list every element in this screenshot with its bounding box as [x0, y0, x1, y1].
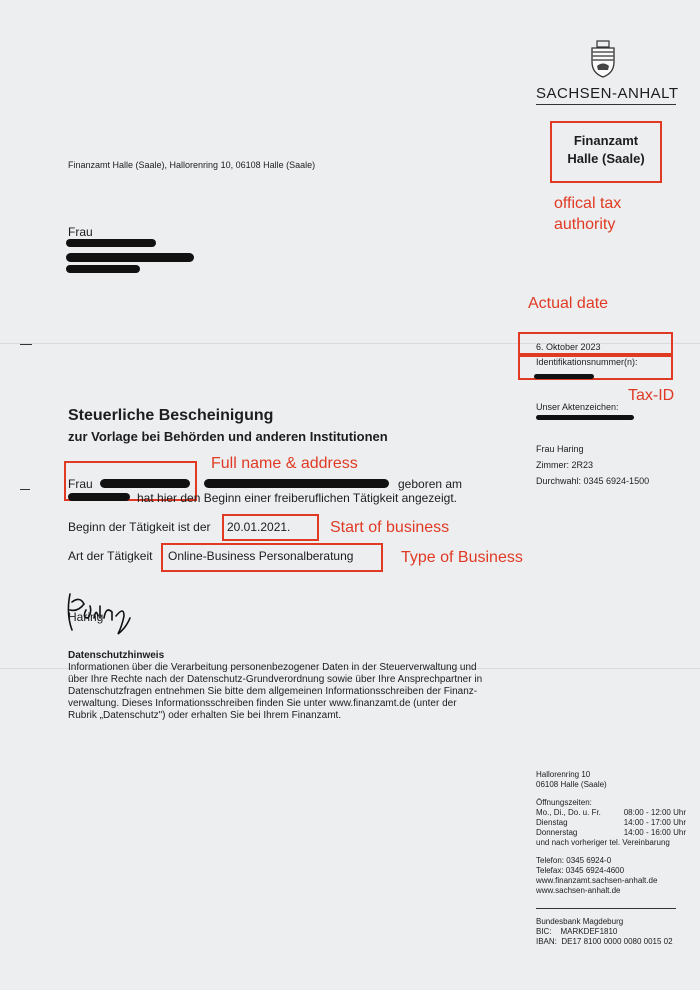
redacted-recipient-name — [66, 239, 156, 247]
redacted-birth-date — [68, 493, 130, 501]
fold-mark-1 — [20, 344, 32, 345]
type-value: Online-Business Personalberatung — [168, 549, 354, 563]
document-title: Steuerliche Bescheinigung — [68, 407, 274, 424]
footer-rule — [536, 908, 676, 909]
annotation-authority-1: offical tax — [554, 195, 622, 212]
opening-hours-row — [536, 828, 686, 838]
redacted-recipient-street — [66, 253, 194, 262]
bank-name: Bundesbank Magdeburg — [536, 917, 624, 926]
bank-iban: IBAN: DE17 8100 0000 0080 0015 02 — [536, 937, 673, 946]
redacted-recipient-city — [66, 265, 140, 273]
state-name-rule — [536, 104, 676, 105]
annotation-start-business: Start of business — [330, 519, 450, 536]
signature-name: Haring — [68, 610, 104, 624]
coat-of-arms-icon — [588, 40, 618, 78]
redacted-full-name — [100, 479, 190, 488]
privacy-line: über Ihre Rechte nach der Datenschutz-Grundverordnung sowie über Ihre Ansprechpartner in — [68, 674, 483, 685]
sender-line: Finanzamt Halle (Saale), Hallorenring 10, 06108 Halle (Saale) — [68, 160, 316, 170]
hours-day: Mo., Di., Do. u. Fr. — [536, 808, 601, 817]
privacy-line: Informationen über die Verarbeitung personenbezogener Daten in der Steuerverwaltung und — [68, 662, 477, 673]
clerk-name: Frau Haring — [536, 444, 584, 454]
privacy-text — [68, 662, 482, 722]
fold-mark-2 — [20, 489, 30, 490]
redacted-tax-id — [534, 374, 594, 379]
tax-id-label: Identifikationsnummer(n): — [536, 357, 638, 367]
start-date: 20.01.2021. — [227, 520, 291, 534]
document-subtitle: zur Vorlage bei Behörden und anderen Institutionen — [68, 429, 388, 444]
hours-day: Donnerstag — [536, 828, 578, 837]
clerk-room: Zimmer: 2R23 — [536, 460, 594, 470]
office-website-state: www.sachsen-anhalt.de — [536, 886, 621, 895]
file-number-label: Unser Aktenzeichen: — [536, 402, 619, 412]
annotation-full-name: Full name & address — [211, 455, 358, 472]
annotation-type-business: Type of Business — [401, 549, 523, 566]
opening-hours-row — [536, 808, 686, 818]
annotation-actual-date: Actual date — [528, 295, 609, 312]
type-label: Art der Tätigkeit — [68, 549, 153, 563]
office-website-finanzamt: www.finanzamt.sachsen-anhalt.de — [536, 876, 658, 885]
start-label: Beginn der Tätigkeit ist der — [68, 520, 211, 534]
body-line2: hat hier den Beginn einer freiberuflichen Tätigkeit angezeigt. — [137, 491, 457, 505]
annotation-tax-id: Tax-ID — [628, 387, 675, 404]
office-telefax: Telefax: 0345 6924-4600 — [536, 866, 625, 875]
office-address-city: 06108 Halle (Saale) — [536, 780, 607, 789]
privacy-line: Datenschutzfragen entnehmen Sie bitte dem allgemeinen Informationsschreiben der Finanz- — [68, 686, 478, 697]
office-address-street: Hallorenring 10 — [536, 770, 591, 779]
privacy-line: Rubrik „Datenschutz") oder erhalten Sie bei Ihrem Finanzamt. — [68, 710, 342, 721]
authority-name-2: Halle (Saale) — [567, 151, 645, 166]
body-line1-suffix: geboren am — [398, 477, 463, 491]
hours-time: 08:00 - 12:00 Uhr — [623, 808, 686, 817]
privacy-line: verwaltung. Dieses Informationsschreiben finden Sie unter www.finanzamt.de (unter der — [68, 698, 457, 709]
letter-date: 6. Oktober 2023 — [536, 342, 601, 352]
hours-time: 14:00 - 16:00 Uhr — [623, 828, 686, 837]
state-name: SACHSEN-ANHALT — [536, 85, 679, 102]
recipient-salutation: Frau — [68, 225, 93, 239]
hours-day: Dienstag — [536, 818, 568, 827]
privacy-title: Datenschutzhinweis — [68, 650, 165, 661]
office-telefon: Telefon: 0345 6924-0 — [536, 856, 612, 865]
hours-time: 14:00 - 17:00 Uhr — [623, 818, 686, 827]
annotation-authority-2: authority — [554, 216, 616, 233]
opening-hours-note: und nach vorheriger tel. Vereinbarung — [536, 838, 670, 847]
clerk-phone: Durchwahl: 0345 6924-1500 — [536, 476, 650, 486]
redacted-address — [204, 479, 389, 488]
opening-hours-row — [536, 818, 686, 828]
authority-name-1: Finanzamt — [573, 133, 639, 148]
bank-bic: BIC: MARKDEF1810 — [536, 927, 618, 936]
body-line1-prefix: Frau — [68, 477, 93, 491]
opening-hours-title: Öffnungszeiten: — [536, 798, 592, 807]
footer-info — [536, 770, 686, 947]
redacted-file-number — [536, 415, 634, 420]
